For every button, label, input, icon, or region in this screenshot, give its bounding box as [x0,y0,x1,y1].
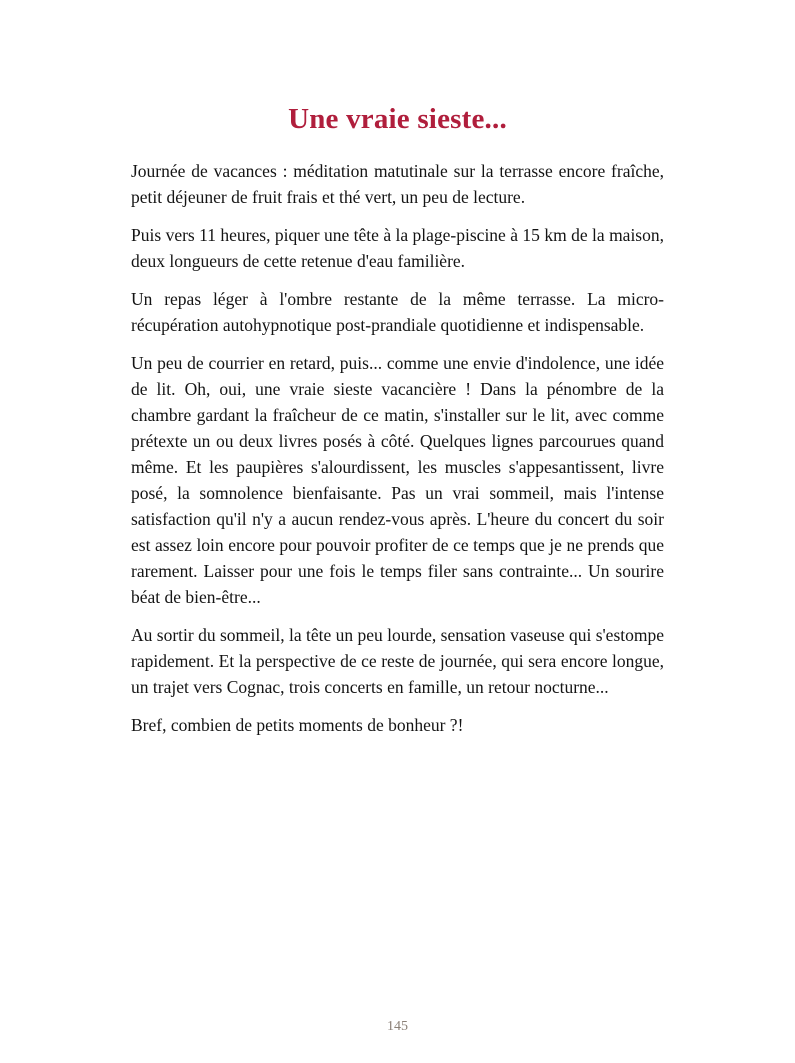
page-title: Une vraie sieste... [288,103,507,135]
paragraph: Un peu de courrier en retard, puis... comme une envie d'indolence, une idée de lit. Oh, oui, une vraie sieste vacancière ! Dans la pénombre de la chambre gardant la fraîcheur de ce matin, s'installer sur le lit, avec comme prétexte un ou deux livres posés à côté. Quelques lignes parcourues quand même. Et les paupières s'alourdissent, les muscles s'appesantissent, livre posé, la somnolence bienfaisante. Pas un vrai sommeil, mais l'intense satisfaction qu'il n'y a aucun rendez-vous après. L'heure du concert du soir est assez loin encore pour pouvoir profiter de ce temps que je ne prends que rarement. Laisser pour une fois le temps filer sans contrainte... Un sourire béat de bien-être... [131,353,664,607]
paragraph: Au sortir du sommeil, la tête un peu lourde, sensation vaseuse qui s'estompe rapidement. Et la perspective de ce reste de journée, qui sera encore longue, un trajet vers Cognac, trois concerts en famille, un retour nocturne... [131,625,664,697]
page-number: 145 [387,1019,408,1034]
paragraph: Un repas léger à l'ombre restante de la même terrasse. La micro-récupération autohypnotique post-prandiale quotidienne et indispensable. [131,289,664,335]
paragraph: Journée de vacances : méditation matutinale sur la terrasse encore fraîche, petit déjeuner de fruit frais et thé vert, un peu de lecture. [131,161,664,207]
paragraph: Puis vers 11 heures, piquer une tête à la plage-piscine à 15 km de la maison, deux longueurs de cette retenue d'eau familière. [131,225,664,271]
body-text [131,158,664,750]
paragraph: Bref, combien de petits moments de bonheur ?! [131,715,464,735]
